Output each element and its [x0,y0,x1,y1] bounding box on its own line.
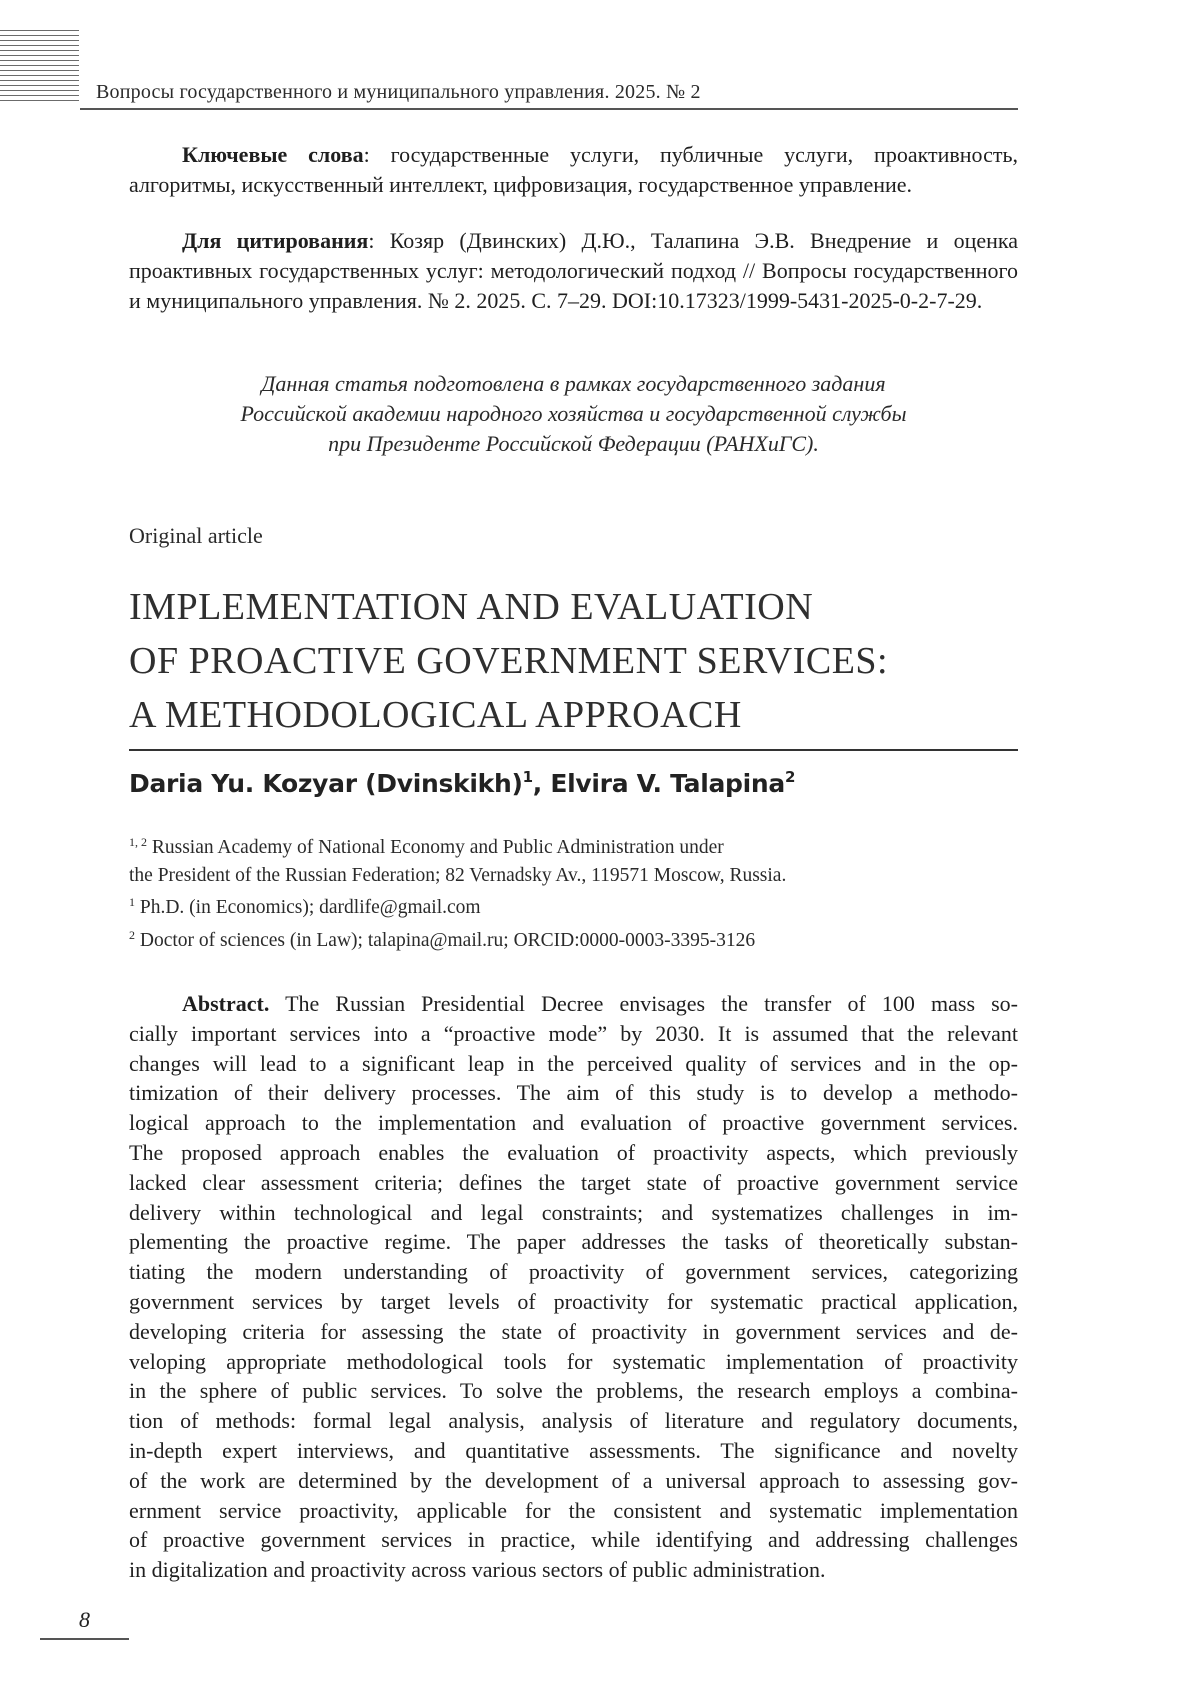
affiliation-line [129,829,786,862]
header-stripes-decoration [0,30,79,106]
abstract-line-text: The Russian Presidential Decree envisages the transfer of 100 mass so- [269,991,1018,1016]
affiliation-line [129,922,786,955]
abstract-label: Abstract. [182,991,270,1016]
page-number: 8 [79,1607,90,1632]
abstract-line: government services by target levels of proactivity for systematic practical application, [129,1288,1018,1314]
funding-note-line: Российской академии народного хозяйства и государственной службы [240,401,907,426]
citation-text: : Козяр (Двинских) Д.Ю., Талапина Э.В. Внедрение и оценка проактивных государственных услуг: методологический подход // Вопросы государственного и муниципального управления. № 2. 2025. С. 7–29. DOI:10.17323/1999-5431-2025-0-2-7-29. [129,228,1018,313]
abstract-line: of proactive government services in practice, while identifying and addressing challenges [129,1527,1018,1553]
abstract-line: plementing the proactive regime. The paper addresses the tasks of theoretically substan- [129,1229,1018,1255]
title-line: OF PROACTIVE GOVERNMENT SERVICES: [129,640,889,682]
abstract-line: lacked clear assessment criteria; defines the target state of proactive government service [129,1169,1018,1195]
author-2: Elvira V. Talapina [550,769,785,798]
author-separator: , [532,769,551,798]
keywords-label: Ключевые слова [182,142,364,167]
abstract-line: ernment service proactivity, applicable for the consistent and systematic implementation [129,1497,1018,1523]
funding-note-line: при Президенте Российской Федерации (РАНХиГС). [328,431,819,456]
affiliation-sup: 1, 2 [129,835,147,849]
abstract-line: The proposed approach enables the evaluation of proactivity aspects, which previously [129,1139,1018,1165]
abstract-line: of the work are determined by the development of a universal approach to assessing gov- [129,1467,1018,1493]
citation-paragraph [129,226,1018,316]
header-rule [80,108,1018,110]
authors [129,768,795,798]
abstract-line: changes will lead to a significant leap in the perceived quality of services and in the op- [129,1050,1018,1076]
affiliation-line: the President of the Russian Federation; 82 Vernadsky Av., 119571 Moscow, Russia. [129,864,787,886]
affiliation-line [129,889,786,922]
affiliation-sup: 1 [129,895,135,909]
title-rule [129,749,1018,751]
abstract-line: tiating the modern understanding of proactivity of government services, categorizing [129,1259,1018,1285]
affiliations [129,829,786,954]
article-title [129,580,1029,742]
article-type: Original article [129,523,263,548]
title-line: A METHODOLOGICAL APPROACH [129,694,742,736]
abstract-line [129,989,1018,1019]
affiliation-text: Ph.D. (in Economics); dardlife@gmail.com [135,897,481,918]
abstract-line: developing criteria for assessing the state of proactivity in government services and de- [129,1318,1018,1344]
author-1-sup: 1 [522,768,533,786]
abstract-line: timization of their delivery processes. The aim of this study is to develop a methodo- [129,1080,1018,1106]
keywords-paragraph [129,140,1018,200]
abstract-line: logical approach to the implementation and evaluation of proactive government services. [129,1110,1018,1136]
abstract-line: in-depth expert interviews, and quantitative assessments. The significance and novelty [129,1437,1018,1463]
abstract-line: tion of methods: formal legal analysis, analysis of literature and regulatory documents, [129,1408,1018,1434]
running-header: Вопросы государственного и муниципального управления. 2025. № 2 [96,81,701,103]
abstract-line: veloping appropriate methodological tools for systematic implementation of proactivity [129,1348,1018,1374]
citation-label: Для цитирования [182,228,369,253]
funding-note [129,369,1018,459]
title-line: IMPLEMENTATION AND EVALUATION [129,586,814,628]
author-2-sup: 2 [784,768,796,786]
funding-note-line: Данная статья подготовлена в рамках государственного задания [261,371,886,396]
footer-rule [40,1638,129,1640]
affiliation-sup: 2 [129,927,135,942]
author-1: Daria Yu. Kozyar (Dvinskikh) [129,769,523,798]
abstract-line: cially important services into a “proactive mode” by 2030. It is assumed that the relevant [129,1020,1018,1046]
keywords-text: : государственные услуги, публичные услуги, проактивность, алгоритмы, искусственный интеллект, цифровизация, государственное управление. [129,142,1019,197]
abstract-line: in digitalization and proactivity across various sectors of public administration. [129,1557,826,1583]
abstract-line: delivery within technological and legal constraints; and systematizes challenges in im- [129,1199,1018,1225]
abstract-line: in the sphere of public services. To solve the problems, the research employs a combina- [129,1378,1018,1404]
affiliation-text: Doctor of sciences (in Law); talapina@mail.ru; ORCID:0000-0003-3395-3126 [135,929,756,951]
affiliation-text: Russian Academy of National Economy and Public Administration under [147,837,724,858]
abstract [129,989,1018,1585]
